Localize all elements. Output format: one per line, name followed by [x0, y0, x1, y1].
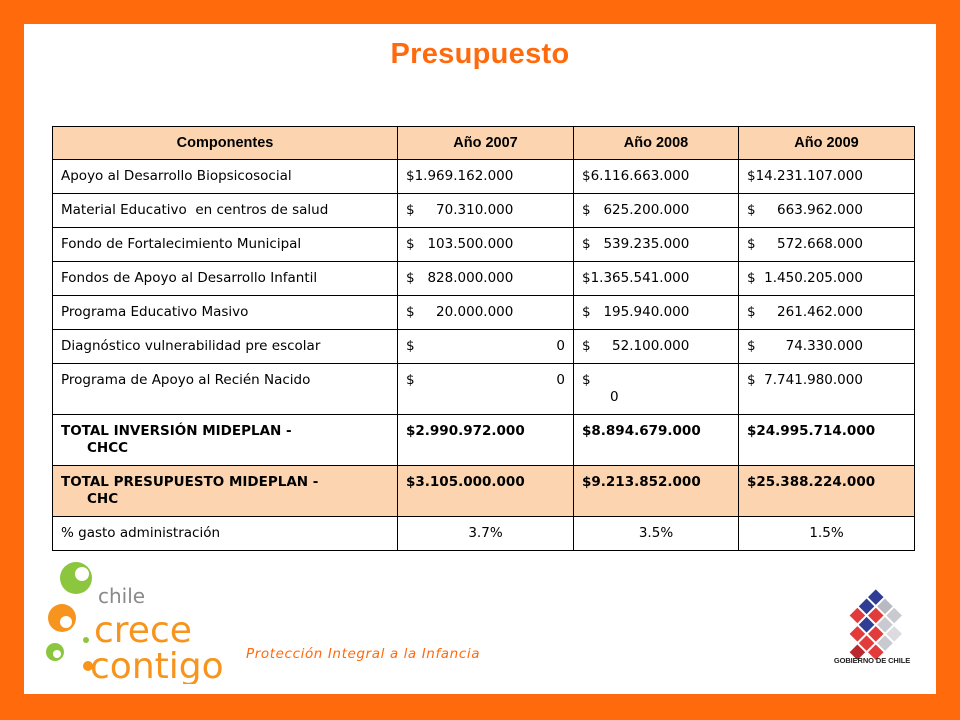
- header-2008: Año 2008: [574, 127, 739, 160]
- cell-2008: $ 539.235.000: [574, 228, 739, 262]
- cell-2007: [398, 330, 574, 364]
- cell-2009: $14.231.107.000: [739, 160, 915, 194]
- row-name: Programa Educativo Masivo: [53, 296, 398, 330]
- logo-word-contigo: contigo: [90, 646, 224, 684]
- amount: 0: [556, 372, 565, 388]
- cell-2007: $ 103.500.000: [398, 228, 574, 262]
- table-row: [53, 330, 915, 364]
- cell-2008: $9.213.852.000: [574, 466, 739, 517]
- header-2007: Año 2007: [398, 127, 574, 160]
- slide-frame: [24, 24, 936, 694]
- cell-2009: $ 572.668.000: [739, 228, 915, 262]
- cell-2009: $ 261.462.000: [739, 296, 915, 330]
- gobierno-de-chile-text: GOBIERNO DE CHILE: [833, 656, 911, 665]
- cell-2009: $ 74.330.000: [739, 330, 915, 364]
- logo-circle-inner: [53, 650, 61, 658]
- cell-2007: $ 70.310.000: [398, 194, 574, 228]
- logo-circle-inner: [75, 567, 89, 581]
- cell-2009: $25.388.224.000: [739, 466, 915, 517]
- cell-2009: 1.5%: [739, 517, 915, 551]
- gasto-row: [53, 517, 915, 551]
- header-componentes: Componentes: [53, 127, 398, 160]
- cell-2007: [398, 364, 574, 415]
- total-inversion-row: [53, 415, 915, 466]
- row-name: Fondo de Fortalecimiento Municipal: [53, 228, 398, 262]
- cell-2009: $ 7.741.980.000: [739, 364, 915, 415]
- cell-2008: $ 625.200.000: [574, 194, 739, 228]
- row-name: TOTAL PRESUPUESTO MIDEPLAN - CHC: [53, 466, 398, 517]
- cell-2008: [574, 364, 739, 415]
- amount: 0: [556, 338, 565, 354]
- row-name: Programa de Apoyo al Recién Nacido: [53, 364, 398, 415]
- table-row: [53, 160, 915, 194]
- logo-word-chile: chile: [98, 584, 146, 608]
- cell-2008: $8.894.679.000: [574, 415, 739, 466]
- row-name: Fondos de Apoyo al Desarrollo Infantil: [53, 262, 398, 296]
- header-2009: Año 2009: [739, 127, 915, 160]
- table-row: [53, 228, 915, 262]
- cell-2007: $ 828.000.000: [398, 262, 574, 296]
- cell-2008: $ 52.100.000: [574, 330, 739, 364]
- amount: 0: [610, 389, 619, 405]
- table-row: [53, 364, 915, 415]
- logo-word-crece: crece: [94, 610, 192, 651]
- cell-2009: $ 663.962.000: [739, 194, 915, 228]
- tagline: Protección Integral a la Infancia: [246, 646, 481, 662]
- budget-table: [52, 126, 915, 551]
- chile-crece-contigo-logo: [38, 556, 238, 684]
- cell-2007: 3.7%: [398, 517, 574, 551]
- table-row: [53, 262, 915, 296]
- cell-2008: $1.365.541.000: [574, 262, 739, 296]
- cell-2009: $ 1.450.205.000: [739, 262, 915, 296]
- row-name: Apoyo al Desarrollo Biopsicosocial: [53, 160, 398, 194]
- cell-2009: $24.995.714.000: [739, 415, 915, 466]
- table-row: [53, 194, 915, 228]
- page-title: Presupuesto: [390, 38, 570, 70]
- currency-symbol: $: [406, 372, 415, 388]
- currency-symbol: $: [582, 372, 591, 388]
- cell-2008: 3.5%: [574, 517, 739, 551]
- table-header-row: [53, 127, 915, 160]
- cell-2007: $ 20.000.000: [398, 296, 574, 330]
- cell-2008: $ 195.940.000: [574, 296, 739, 330]
- row-name: TOTAL INVERSIÓN MIDEPLAN - CHCC: [53, 415, 398, 466]
- row-name: Material Educativo en centros de salud: [53, 194, 398, 228]
- row-name: % gasto administración: [53, 517, 398, 551]
- table-row: [53, 296, 915, 330]
- logo-circle-inner: [60, 616, 72, 628]
- row-name: Diagnóstico vulnerabilidad pre escolar: [53, 330, 398, 364]
- total-presupuesto-row: [53, 466, 915, 517]
- logo-dot: [83, 637, 89, 643]
- cell-2008: $6.116.663.000: [574, 160, 739, 194]
- cell-2007: $3.105.000.000: [398, 466, 574, 517]
- cell-2007: $2.990.972.000: [398, 415, 574, 466]
- currency-symbol: $: [406, 338, 415, 354]
- cell-2007: $1.969.162.000: [398, 160, 574, 194]
